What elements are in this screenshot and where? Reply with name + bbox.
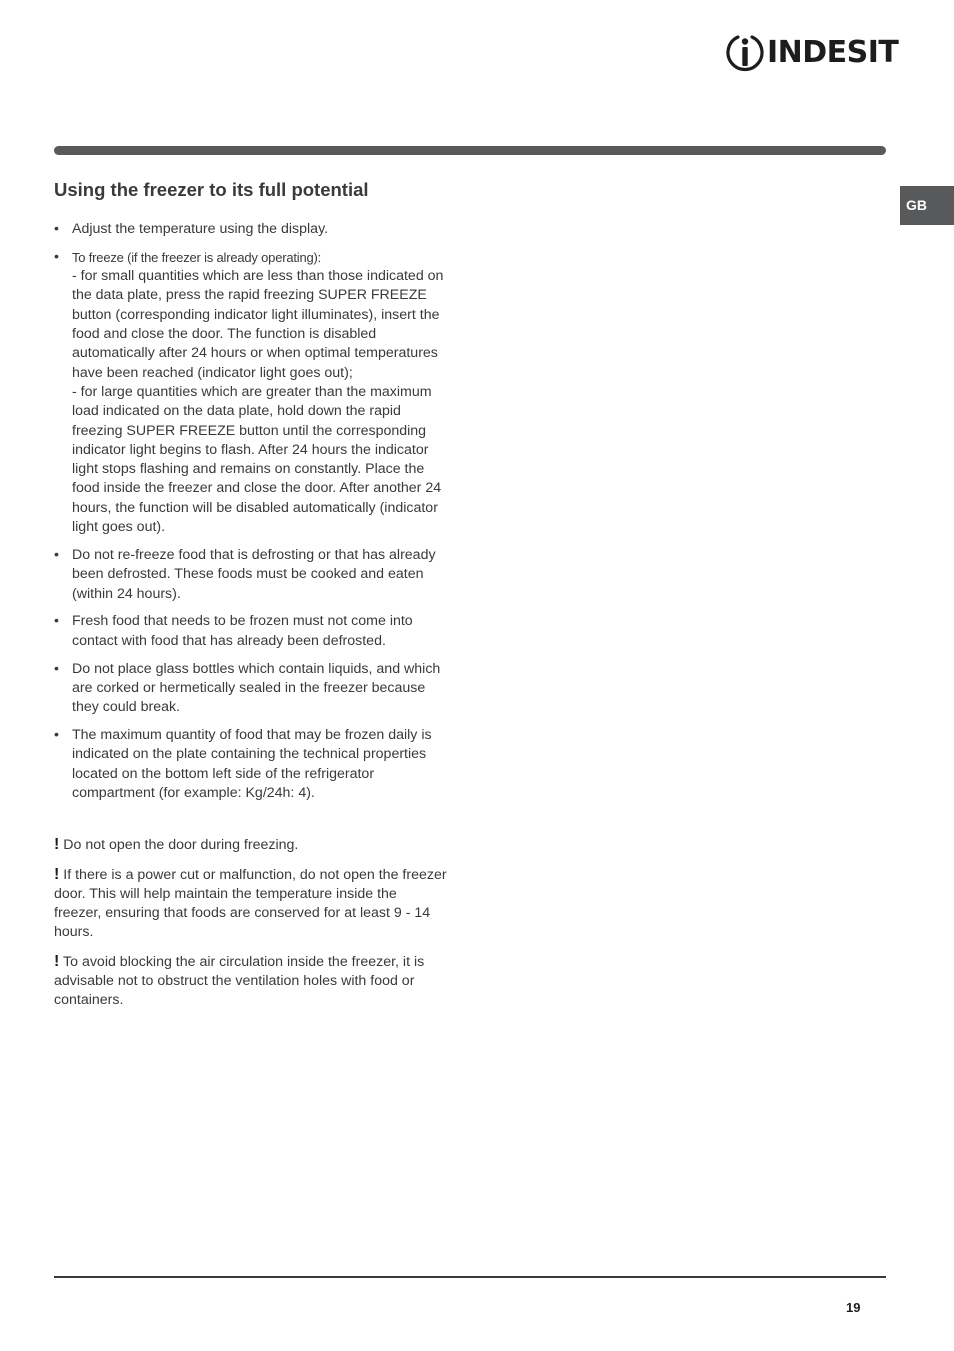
bullet-icon: • [54,727,59,744]
list-item-text: The maximum quantity of food that may be frozen daily is indicated on the plate containing the technical properties located on the bottom left side of the refrigerator compartment (for example: Kg/24h: 4). [72,727,432,801]
page-number: 19 [846,1300,861,1315]
bullet-icon: • [54,221,59,237]
list-item [54,220,448,239]
warning-note [54,835,448,855]
list-item [54,546,448,604]
header-rule [54,146,886,155]
indesit-logo [725,32,899,74]
list-item-text: Do not place glass bottles which contain liquids, and which are corked or hermetically sealed in the freezer because they could break. [72,660,441,716]
list-item-subpoint: - for large quantities which are greater than the maximum load indicated on the data plate, hold down the rapid freezing SUPER FREEZE button until the corresponding indicator light begins to flash. After 24 hours the indicator light stops flashing and remains on constantly. Place the food inside the freezer and close the door. After another 24 hours, the function will be disabled automatically (indicator light goes out). [72,383,442,536]
list-item [54,660,448,718]
bullet-icon: • [54,248,59,265]
section-title: Using the freezer to its full potential [54,179,369,200]
list-item [54,726,448,803]
bullet-icon: • [54,546,59,563]
list-item [54,248,448,537]
list-item-intro: To freeze (if the freezer is already operating): [72,249,322,265]
warning-text: If there is a power cut or malfunction, do not open the freezer door. This will help maintain the temperature inside the freezer, ensuring that foods are conserved for at least 9 - 14 hours. [54,866,447,941]
list-item-text: Fresh food that needs to be frozen must not come into contact with food that has already been defrosted. [72,613,413,649]
language-tab: GB [900,186,954,225]
exclamation-icon: ! [54,836,60,854]
warning-note [54,865,448,943]
warnings-section [54,835,448,1010]
list-item [54,612,448,651]
warning-text: To avoid blocking the air circulation inside the freezer, it is advisable not to obstruct the ventilation holes with food or containers. [54,953,425,1009]
exclamation-icon: ! [54,952,60,970]
list-item-text: Do not re-freeze food that is defrosting or that has already been defrosted. These foods must be cooked and eaten (within 24 hours). [72,546,436,602]
warning-text: Do not open the door during freezing. [63,837,299,854]
warning-note [54,952,448,1011]
footer-rule [54,1276,886,1278]
bullet-icon: • [54,613,59,630]
list-item-subpoint: - for small quantities which are less than those indicated on the data plate, press the rapid freezing SUPER FREEZE button (corresponding indicator light illuminates), insert the food and close the door. The function is disabled automatically after 24 hours or when optimal temperatures have been reached (indicator light goes out); [72,268,444,381]
bullet-icon: • [54,660,59,677]
list-item-text: Adjust the temperature using the display. [72,221,329,237]
main-content [54,220,448,1020]
tips-list [54,220,448,803]
exclamation-icon: ! [54,865,60,883]
brand-wordmark: INDESIT [767,35,899,70]
indesit-logo-mark-icon [725,32,765,74]
